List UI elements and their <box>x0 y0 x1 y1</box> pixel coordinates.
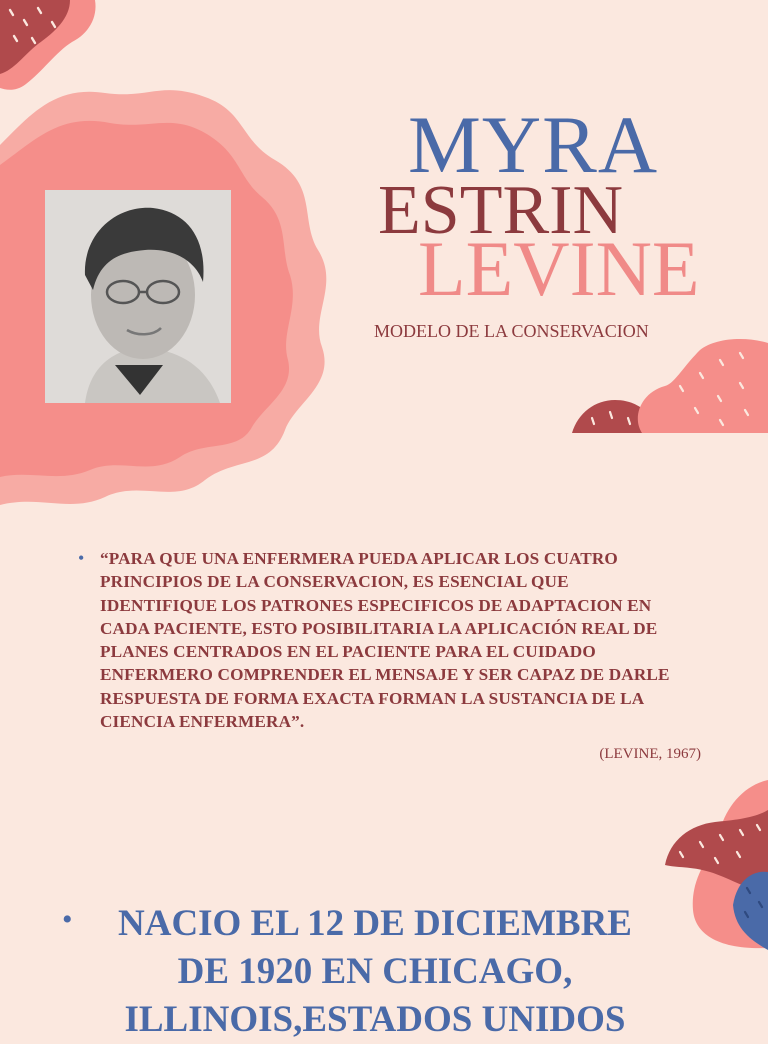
right-middle-blob <box>570 338 768 433</box>
portrait-photo <box>45 190 231 403</box>
bullet-icon: • <box>62 903 73 936</box>
quote-list <box>78 547 678 733</box>
subtitle: MODELO DE LA CONSERVACION <box>374 321 649 341</box>
title-middle-name: ESTRIN <box>378 172 623 249</box>
title-last-name: LEVINE <box>418 225 700 312</box>
birth-info-text: NACIO EL 12 DE DICIEMBRE DE 1920 EN CHICAGO, ILLINOIS,ESTADOS UNIDOS <box>118 903 632 1040</box>
bullet-icon: • <box>78 548 85 568</box>
quote-item <box>78 547 678 733</box>
quote-citation: (LEVINE, 1967) <box>599 746 701 762</box>
title-first-name: MYRA <box>408 99 659 190</box>
right-bottom-blob <box>665 780 768 950</box>
quote-text: “PARA QUE UNA ENFERMERA PUEDA APLICAR LOS CUATRO PRINCIPIOS DE LA CONSERVACION, ES ESENCIAL QUE IDENTIFIQUE LOS PATRONES ESPECIFICOS DE ADAPTACION EN CADA PACIENTE, ESTO POSIBILITARIA LA APLICACIÓN REAL DE PLANES CENTRADOS EN EL PACIENTE PARA EL CUIDADO ENFERMERO COMPRENDER EL MENSAJE Y SER CAPAZ DE DARLE RESPUESTA DE FORMA EXACTA FORMAN LA SUSTANCIA DE LA CIENCIA ENFERMERA”. <box>100 549 670 732</box>
top-left-blob <box>0 0 100 95</box>
